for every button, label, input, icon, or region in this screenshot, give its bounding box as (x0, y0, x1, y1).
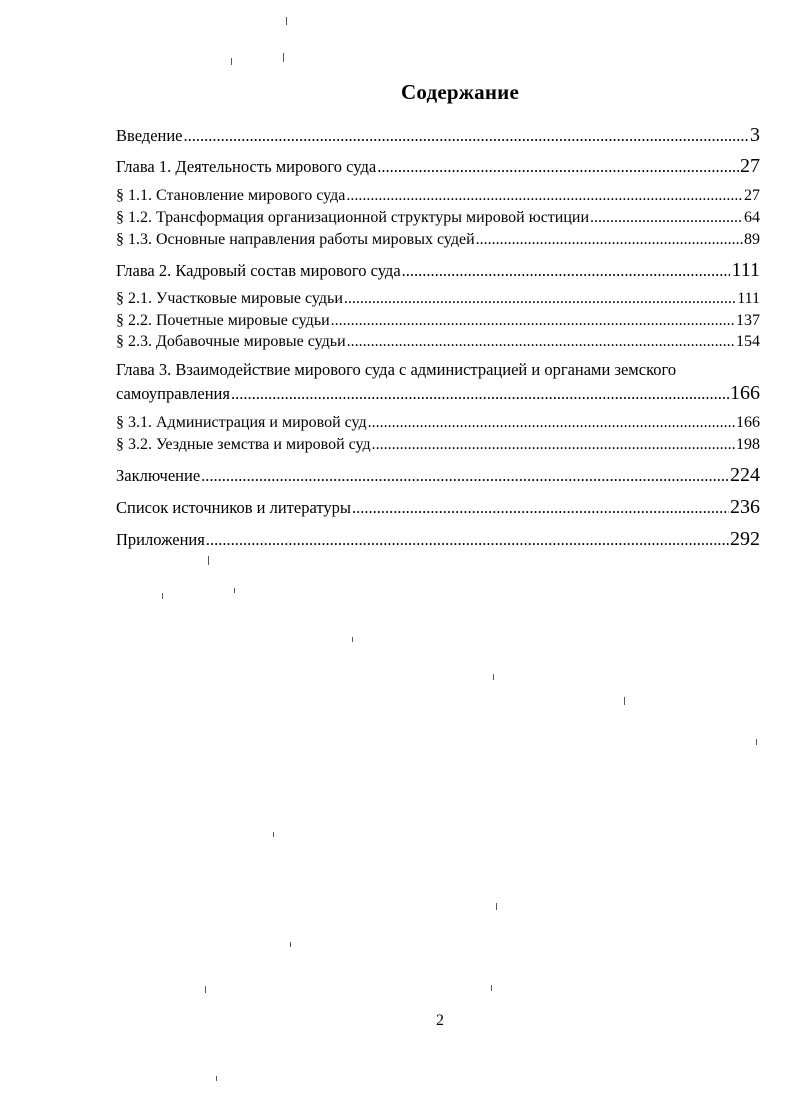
toc-entry-page: 236 (730, 496, 760, 518)
scan-speck (231, 58, 232, 65)
scan-speck (273, 832, 274, 837)
scan-speck (290, 942, 291, 947)
toc-entry-chapter-3-line1[interactable]: Глава 3. Взаимодействие мирового суда с администрацией и органами земского (116, 360, 677, 379)
toc-entry-label: Введение (116, 126, 183, 145)
toc-entry-chapter-3[interactable] (116, 382, 760, 405)
toc-entry-page: 3 (750, 124, 760, 146)
toc-entry-label: § 2.3. Добавочные мировые судьи (116, 333, 346, 350)
scan-speck (216, 1076, 217, 1081)
toc-entry-page: 27 (740, 155, 760, 177)
toc-entry-page: 27 (744, 187, 760, 204)
dot-leader (331, 312, 735, 330)
toc-entry-label: § 3.2. Уездные земства и мировой суд (116, 436, 371, 453)
scan-speck (756, 739, 757, 745)
scan-speck (352, 637, 353, 642)
toc-entry-label: Список источников и литературы (116, 498, 351, 517)
toc-entry-label: Приложения (116, 530, 205, 549)
dot-leader (590, 209, 743, 227)
toc-entry-appendices[interactable] (116, 528, 760, 551)
toc-entry-section-2-1[interactable] (116, 290, 760, 308)
scan-speck (283, 53, 284, 62)
scan-speck (205, 986, 206, 993)
toc-entry-page: 64 (744, 209, 760, 226)
toc-entry-section-3-1[interactable] (116, 414, 760, 432)
scan-speck (208, 556, 209, 565)
toc-entry-label: § 2.2. Почетные мировые судьи (116, 312, 330, 329)
dot-leader (184, 126, 749, 146)
toc-entry-label: § 1.2. Трансформация организационной структуры мировой юстиции (116, 209, 590, 226)
toc-entry-page: 166 (736, 414, 760, 431)
toc-entry-section-1-3[interactable] (116, 231, 760, 249)
dot-leader (206, 530, 729, 550)
toc-entry-sources[interactable] (116, 496, 760, 519)
dot-leader (346, 187, 743, 205)
page-number: 2 (436, 1012, 444, 1029)
dot-leader (347, 333, 735, 351)
toc-entry-label: § 2.1. Участковые мировые судьи (116, 290, 343, 307)
toc-entry-page: 111 (737, 290, 760, 307)
page-title: Содержание (401, 80, 519, 104)
scan-speck (493, 674, 494, 680)
dot-leader (231, 384, 729, 404)
toc-entry-page: 137 (736, 312, 760, 329)
toc-entry-chapter-1[interactable] (116, 155, 760, 178)
toc-entry-intro[interactable] (116, 124, 760, 147)
toc-entry-page: 89 (744, 231, 760, 248)
scan-speck (624, 697, 625, 705)
toc-entry-label: § 1.1. Становление мирового суда (116, 187, 346, 204)
toc-entry-chapter-2[interactable] (116, 259, 760, 282)
scan-speck (496, 903, 497, 910)
toc-entry-page: 198 (736, 436, 760, 453)
dot-leader (402, 261, 731, 281)
dot-leader (352, 498, 729, 518)
dot-leader (368, 414, 735, 432)
dot-leader (201, 466, 729, 486)
toc-entry-label: самоуправления (116, 384, 230, 403)
dot-leader (377, 157, 739, 177)
scan-speck (162, 593, 163, 599)
toc-entry-page: 166 (730, 382, 760, 404)
scan-speck (491, 985, 492, 991)
toc-entry-conclusion[interactable] (116, 464, 760, 487)
toc-entry-section-2-3[interactable] (116, 333, 760, 351)
toc-entry-label: § 3.1. Администрация и мировой суд (116, 414, 367, 431)
toc-entry-page: 111 (731, 259, 760, 281)
toc-entry-section-1-1[interactable] (116, 187, 760, 205)
toc-entry-section-1-2[interactable] (116, 209, 760, 227)
toc-entry-section-2-2[interactable] (116, 312, 760, 330)
toc-entry-label: Глава 1. Деятельность мирового суда (116, 157, 377, 176)
toc-entry-page: 224 (730, 464, 760, 486)
toc-entry-label: § 1.3. Основные направления работы мировых судей (116, 231, 475, 248)
dot-leader (476, 231, 743, 249)
toc-entry-label: Глава 2. Кадровый состав мирового суда (116, 261, 401, 280)
dot-leader (344, 290, 736, 308)
scan-speck (234, 588, 235, 593)
toc-entry-label: Заключение (116, 466, 201, 485)
toc-entry-section-3-2[interactable] (116, 436, 760, 454)
toc-entry-page: 292 (730, 528, 760, 550)
dot-leader (372, 436, 735, 454)
toc-entry-page: 154 (736, 333, 760, 350)
scan-speck (286, 17, 287, 25)
